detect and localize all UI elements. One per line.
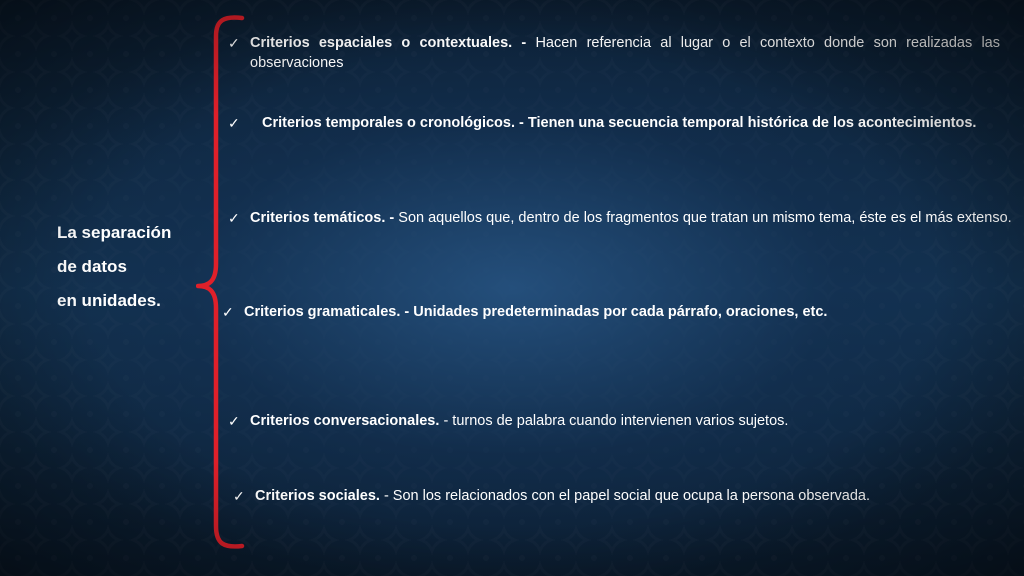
list-item-social-criteria: [233, 486, 993, 506]
list-item-body: - turnos de palabra cuando intervienen varios sujetos.: [443, 413, 789, 429]
section-title-line-1: La separación: [57, 223, 172, 242]
list-item-text: [250, 411, 788, 431]
list-item-temporal-criteria: [228, 113, 1006, 133]
list-item-body: Son aquellos que, dentro de los fragmentos que tratan un mismo tema, éste es el más extenso.: [398, 210, 1012, 226]
checkmark-icon: ✓: [228, 210, 240, 226]
list-item-title: Criterios conversacionales.: [250, 413, 440, 429]
list-item-title: Criterios temporales o cronológicos. - Tienen una secuencia temporal histórica de los acontecimientos.: [262, 115, 977, 131]
list-item-title: Criterios gramaticales. - Unidades predeterminadas por cada párrafo, oraciones, etc.: [244, 304, 828, 320]
list-item-title: Criterios espaciales o contextuales. -: [250, 35, 527, 51]
list-item-text: [250, 33, 1000, 73]
list-item-text: [250, 208, 1012, 228]
section-title: [57, 216, 171, 318]
list-item-grammatical-criteria: [222, 302, 982, 322]
list-item-text: [255, 486, 870, 506]
list-item-title: Criterios sociales.: [255, 488, 380, 504]
checkmark-icon: ✓: [228, 35, 240, 51]
list-item-body: - Son los relacionados con el papel social que ocupa la persona observada.: [383, 488, 871, 504]
list-item-body: Hacen referencia al lugar o el contexto donde son realizadas las observaciones: [250, 35, 1000, 71]
list-item-title: Criterios temáticos. -: [250, 210, 395, 226]
section-title-line-2: de datos: [57, 257, 127, 276]
checkmark-icon: ✓: [228, 115, 240, 131]
list-item-conversational-criteria: [228, 411, 948, 431]
list-item-text: [250, 113, 976, 133]
list-item-thematic-criteria: [228, 208, 1014, 228]
list-item-spatial-criteria: [228, 33, 1000, 73]
curly-brace-icon: [196, 14, 248, 552]
list-item-text: [244, 302, 827, 322]
checkmark-icon: ✓: [222, 304, 234, 320]
checkmark-icon: ✓: [233, 488, 245, 504]
checkmark-icon: ✓: [228, 413, 240, 429]
section-title-line-3: en unidades.: [57, 291, 161, 310]
